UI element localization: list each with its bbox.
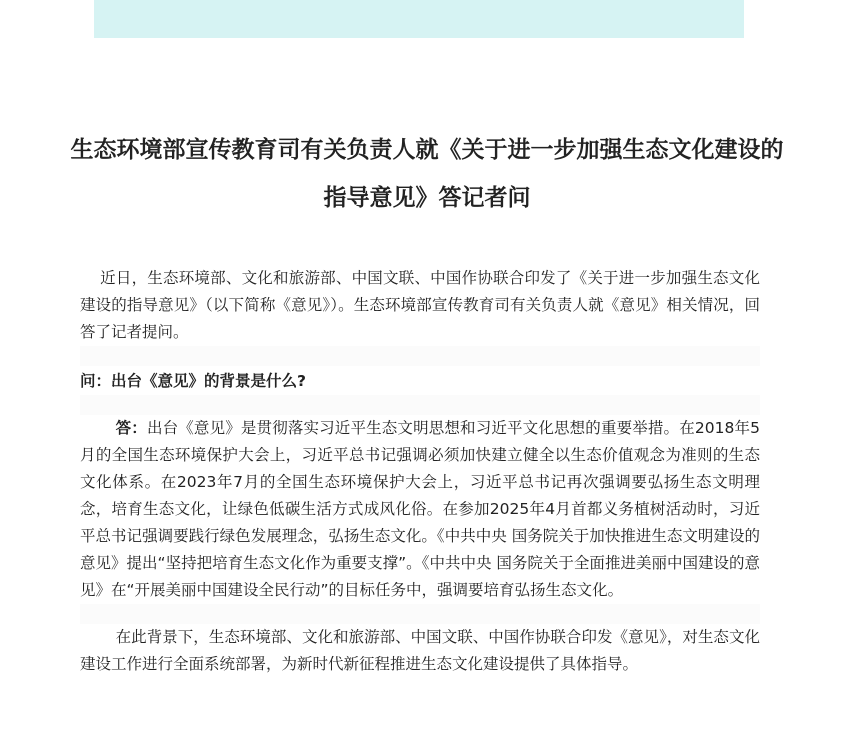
article-title: 生态环境部宣传教育司有关负责人就《关于进一步加强生态文化建设的指导意见》答记者问 <box>70 137 784 211</box>
paragraph-spacer <box>80 395 760 415</box>
answer-label: 答： <box>115 419 147 437</box>
paragraph-spacer <box>80 604 760 624</box>
paragraph-spacer <box>80 346 760 366</box>
answer-paragraph <box>80 415 760 604</box>
context-paragraph: 在此背景下，生态环境部、文化和旅游部、中国文联、中国作协联合印发《意见》，对生态文化建设工作进行全面系统部署，为新时代新征程推进生态文化建设提供了具体指导。 <box>80 628 760 673</box>
question-heading: 问：出台《意见》的背景是什么? <box>80 372 306 390</box>
answer-text: 出台《意见》是贯彻落实习近平生态文明思想和习近平文化思想的重要举措。在2018年5月的全国生态环境保护大会上，习近平总书记强调必须加快建立健全以生态价值观念为准则的生态文化体系。在2023年7月的全国生态环境保护大会上，习近平总书记再次强调要弘扬生态文明理念，培育生态文化，让绿色低碳生活方式成风化俗。在参加2025年4月首都义务植树活动时，习近平总书记强调要践行绿色发展理念，弘扬生态文化。《中共中央 国务院关于加快推进生态文明建设的意见》提出“坚持把培育生态文化作为重要支撑”。《中共中央 国务院关于全面推进美丽中国建设的意见》在“开展美丽中国建设全民行动”的目标任务中，强调要培育弘扬生态文化。 <box>80 419 760 599</box>
intro-paragraph: 近日，生态环境部、文化和旅游部、中国文联、中国作协联合印发了《关于进一步加强生态文化建设的指导意见》（以下简称《意见》）。生态环境部宣传教育司有关负责人就《意见》相关情况，回答了记者提问。 <box>80 269 760 341</box>
article-body <box>80 265 760 678</box>
top-banner <box>94 0 744 38</box>
